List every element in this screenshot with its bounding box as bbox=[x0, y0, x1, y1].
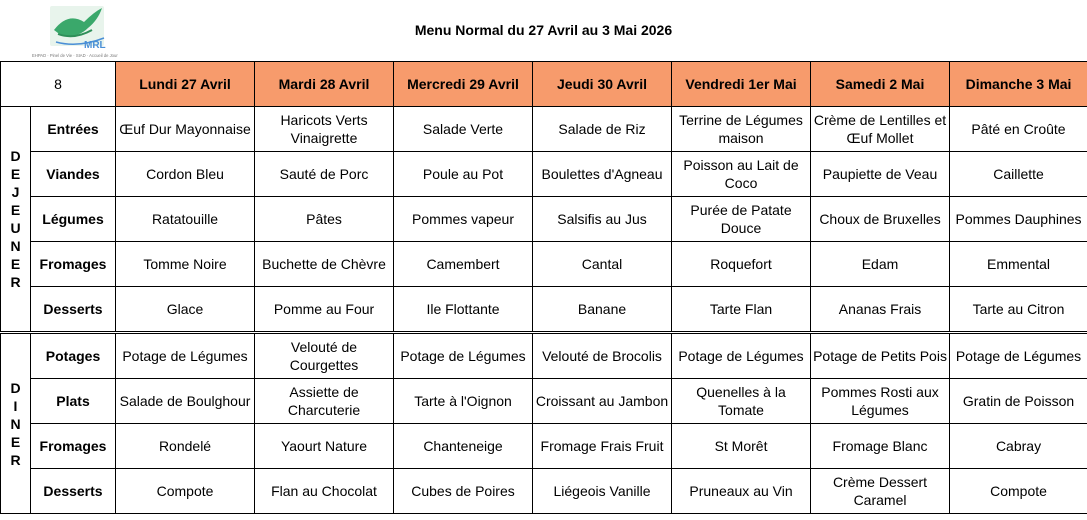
dish-cell: Quenelles à la Tomate bbox=[672, 379, 811, 424]
table-row bbox=[1, 333, 1087, 379]
section-letter: E bbox=[10, 202, 21, 218]
table-row bbox=[1, 379, 1087, 424]
table-row bbox=[1, 152, 1087, 197]
dish-cell: Pomme au Four bbox=[255, 287, 394, 333]
section-letter: E bbox=[10, 433, 21, 450]
section-letter: J bbox=[11, 184, 20, 200]
day-header: Mercredi 29 Avril bbox=[394, 62, 533, 107]
table-row bbox=[1, 107, 1087, 152]
week-number: 8 bbox=[1, 62, 116, 107]
dish-cell: Compote bbox=[950, 469, 1087, 514]
dish-cell: Velouté de Courgettes bbox=[255, 333, 394, 379]
dish-cell: Pruneaux au Vin bbox=[672, 469, 811, 514]
logo-text: MRL bbox=[84, 40, 106, 51]
dish-cell: Fromage Frais Fruit bbox=[533, 424, 672, 469]
dish-cell: Pommes Rosti aux Légumes bbox=[811, 379, 950, 424]
dish-cell: Cordon Bleu bbox=[116, 152, 255, 197]
dish-cell: Pommes Dauphines bbox=[950, 197, 1087, 242]
dish-cell: Ratatouille bbox=[116, 197, 255, 242]
table-row bbox=[1, 197, 1087, 242]
dish-cell: Salade de Riz bbox=[533, 107, 672, 152]
dish-cell: St Morêt bbox=[672, 424, 811, 469]
dish-cell: Velouté de Brocolis bbox=[533, 333, 672, 379]
dish-cell: Paupiette de Veau bbox=[811, 152, 950, 197]
dish-cell: Poisson au Lait de Coco bbox=[672, 152, 811, 197]
dish-cell: Ananas Frais bbox=[811, 287, 950, 333]
dish-cell: Compote bbox=[116, 469, 255, 514]
table-row bbox=[1, 469, 1087, 514]
table-row bbox=[1, 242, 1087, 287]
dish-cell: Tarte à l'Oignon bbox=[394, 379, 533, 424]
section-letter: U bbox=[10, 220, 21, 236]
day-header: Jeudi 30 Avril bbox=[533, 62, 672, 107]
day-header: Samedi 2 Mai bbox=[811, 62, 950, 107]
day-header: Dimanche 3 Mai bbox=[950, 62, 1087, 107]
dish-cell: Fromage Blanc bbox=[811, 424, 950, 469]
category-label: Plats bbox=[31, 379, 116, 424]
dish-cell: Potage de Légumes bbox=[394, 333, 533, 379]
dish-cell: Tomme Noire bbox=[116, 242, 255, 287]
section-letter: E bbox=[10, 166, 21, 182]
dish-cell: Yaourt Nature bbox=[255, 424, 394, 469]
dish-cell: Crème Dessert Caramel bbox=[811, 469, 950, 514]
category-label: Fromages bbox=[31, 424, 116, 469]
category-label: Desserts bbox=[31, 287, 116, 333]
day-header: Mardi 28 Avril bbox=[255, 62, 394, 107]
category-label: Fromages bbox=[31, 242, 116, 287]
bird-logo-icon bbox=[28, 4, 140, 60]
category-label: Potages bbox=[31, 333, 116, 379]
dish-cell: Haricots Verts Vinaigrette bbox=[255, 107, 394, 152]
category-label: Entrées bbox=[31, 107, 116, 152]
dish-cell: Cabray bbox=[950, 424, 1087, 469]
dish-cell: Boulettes d'Agneau bbox=[533, 152, 672, 197]
section-label-dejeuner bbox=[1, 107, 31, 333]
menu-table-body bbox=[1, 62, 1087, 514]
dish-cell: Tarte Flan bbox=[672, 287, 811, 333]
dish-cell: Edam bbox=[811, 242, 950, 287]
menu-table bbox=[0, 61, 1087, 514]
dish-cell: Croissant au Jambon bbox=[533, 379, 672, 424]
dish-cell: Potage de Légumes bbox=[116, 333, 255, 379]
section-letter: N bbox=[10, 238, 21, 254]
dish-cell: Buchette de Chèvre bbox=[255, 242, 394, 287]
section-letter: I bbox=[13, 397, 18, 414]
table-row bbox=[1, 424, 1087, 469]
dish-cell: Pâtes bbox=[255, 197, 394, 242]
section-label-diner bbox=[1, 333, 31, 514]
dish-cell: Sauté de Porc bbox=[255, 152, 394, 197]
dish-cell: Gratin de Poisson bbox=[950, 379, 1087, 424]
page-title: Menu Normal du 27 Avril au 3 Mai 2026 bbox=[414, 22, 673, 38]
category-label: Légumes bbox=[31, 197, 116, 242]
dish-cell: Salade Verte bbox=[394, 107, 533, 152]
dish-cell: Potage de Légumes bbox=[950, 333, 1087, 379]
section-letter: R bbox=[10, 274, 21, 290]
day-header: Vendredi 1er Mai bbox=[672, 62, 811, 107]
dish-cell: Crème de Lentilles et Œuf Mollet bbox=[811, 107, 950, 152]
dish-cell: Roquefort bbox=[672, 242, 811, 287]
dish-cell: Pâté en Croûte bbox=[950, 107, 1087, 152]
dish-cell: Pommes vapeur bbox=[394, 197, 533, 242]
header-row bbox=[1, 62, 1087, 107]
dish-cell: Glace bbox=[116, 287, 255, 333]
dish-cell: Liégeois Vanille bbox=[533, 469, 672, 514]
section-letter: E bbox=[10, 256, 21, 272]
dish-cell: Terrine de Légumes maison bbox=[672, 107, 811, 152]
dish-cell: Salsifis au Jus bbox=[533, 197, 672, 242]
dish-cell: Purée de Patate Douce bbox=[672, 197, 811, 242]
section-letter: D bbox=[10, 148, 21, 164]
dish-cell: Salade de Boulghour bbox=[116, 379, 255, 424]
section-letter: R bbox=[10, 451, 21, 468]
logo-caption: EHPAD · Pinel de Vie · SIAD · Accueil de Jour bbox=[32, 53, 118, 58]
dish-cell: Flan au Chocolat bbox=[255, 469, 394, 514]
dish-cell: Chanteneige bbox=[394, 424, 533, 469]
dish-cell: Camembert bbox=[394, 242, 533, 287]
dish-cell: Cantal bbox=[533, 242, 672, 287]
dish-cell: Emmental bbox=[950, 242, 1087, 287]
category-label: Desserts bbox=[31, 469, 116, 514]
dish-cell: Œuf Dur Mayonnaise bbox=[116, 107, 255, 152]
table-row bbox=[1, 287, 1087, 333]
dish-cell: Ile Flottante bbox=[394, 287, 533, 333]
category-label: Viandes bbox=[31, 152, 116, 197]
dish-cell: Poule au Pot bbox=[394, 152, 533, 197]
dish-cell: Potage de Légumes bbox=[672, 333, 811, 379]
dish-cell: Tarte au Citron bbox=[950, 287, 1087, 333]
section-letter: D bbox=[10, 379, 21, 396]
day-header: Lundi 27 Avril bbox=[116, 62, 255, 107]
dish-cell: Caillette bbox=[950, 152, 1087, 197]
dish-cell: Potage de Petits Pois bbox=[811, 333, 950, 379]
logo bbox=[28, 4, 140, 60]
dish-cell: Banane bbox=[533, 287, 672, 333]
dish-cell: Choux de Bruxelles bbox=[811, 197, 950, 242]
section-letter: N bbox=[10, 415, 21, 432]
dish-cell: Cubes de Poires bbox=[394, 469, 533, 514]
dish-cell: Rondelé bbox=[116, 424, 255, 469]
dish-cell: Assiette de Charcuterie bbox=[255, 379, 394, 424]
